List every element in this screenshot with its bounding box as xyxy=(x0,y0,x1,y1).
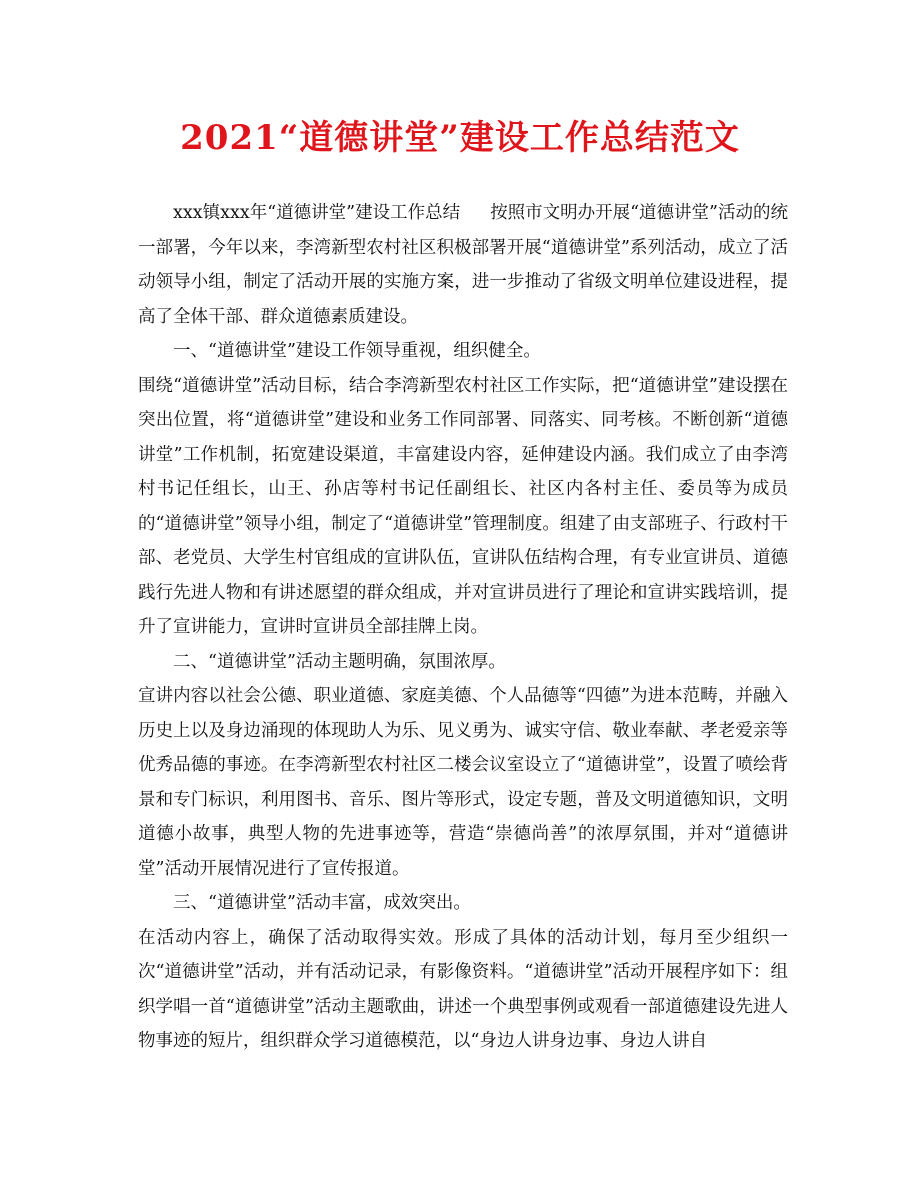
intro-text: 按照市文明办开展“道德讲堂”活动的统一部署，今年以来，李湾新型农村社区积极部署开展“道德讲堂”系列活动，成立了活动领导小组，制定了活动开展的实施方案，进一步推动了省级文明单位建设进程，提高了全体干部、群众道德素质建设。 xyxy=(138,203,789,327)
section-body-1: 围绕“道德讲堂”活动目标，结合李湾新型农村社区工作实际，把“道德讲堂”建设摆在突出位置，将“道德讲堂”建设和业务工作同部署、同落实、同考核。不断创新“道德讲堂”工作机制，拓宽建设渠道，丰富建设内容，延伸建设内涵。我们成立了由李湾村书记任组长，山王、孙店等村书记任副组长、社区内各村主任、委员等为成员的“道德讲堂”领导小组，制定了“道德讲堂”管理制度。组建了由支部班子、行政村干部、老党员、大学生村官组成的宣讲队伍，宣讲队伍结构合理，有专业宣讲员、道德践行先进人物和有讲述愿望的群众组成，并对宣讲员进行了理论和宣讲实践培训，提升了宣讲能力，宣讲时宣讲员全部挂牌上岗。 xyxy=(138,375,788,637)
document-body xyxy=(138,196,788,1059)
intro-paragraph xyxy=(138,196,788,334)
document-title: 2021“道德讲堂”建设工作总结范文 xyxy=(180,118,740,158)
section-heading-2: 二、“道德讲堂”活动主题明确，氛围浓厚。 xyxy=(173,651,506,672)
section-body-3: 在活动内容上，确保了活动取得实效。形成了具体的活动计划，每月至少组织一次“道德讲堂”活动，并有活动记录，有影像资料。“道德讲堂”活动开展程序如下：组织学唱一首“道德讲堂”活动主题歌曲，讲述一个典型事例或观看一部道德建设先进人物事迹的短片，组织群众学习道德模范，以“身边人讲身边事、身边人讲自 xyxy=(138,927,788,1051)
section-heading-3: 三、“道德讲堂”活动丰富，成效突出。 xyxy=(173,893,471,913)
section-body-2: 宣讲内容以社会公德、职业道德、家庭美德、个人品德等“四德”为进本范畴，并融入历史上以及身边涌现的体现助人为乐、见义勇为、诚实守信、敬业奉献、孝老爱亲等优秀品德的事迹。在李湾新型农村社区二楼会议室设立了“道德讲堂”，设置了喷绘背景和专门标识，利用图书、音乐、图片等形式，设定专题，普及文明道德知识，文明道德小故事，典型人物的先进事迹等，营造“崇德尚善”的浓厚氛围，并对“道德讲堂”活动开展情况进行了宣传报道。 xyxy=(138,686,788,879)
section-heading-1: 一、“道德讲堂”建设工作领导重视，组织健全。 xyxy=(173,341,541,361)
intro-lead: xxx镇xxx年“道德讲堂”建设工作总结 xyxy=(173,203,461,223)
